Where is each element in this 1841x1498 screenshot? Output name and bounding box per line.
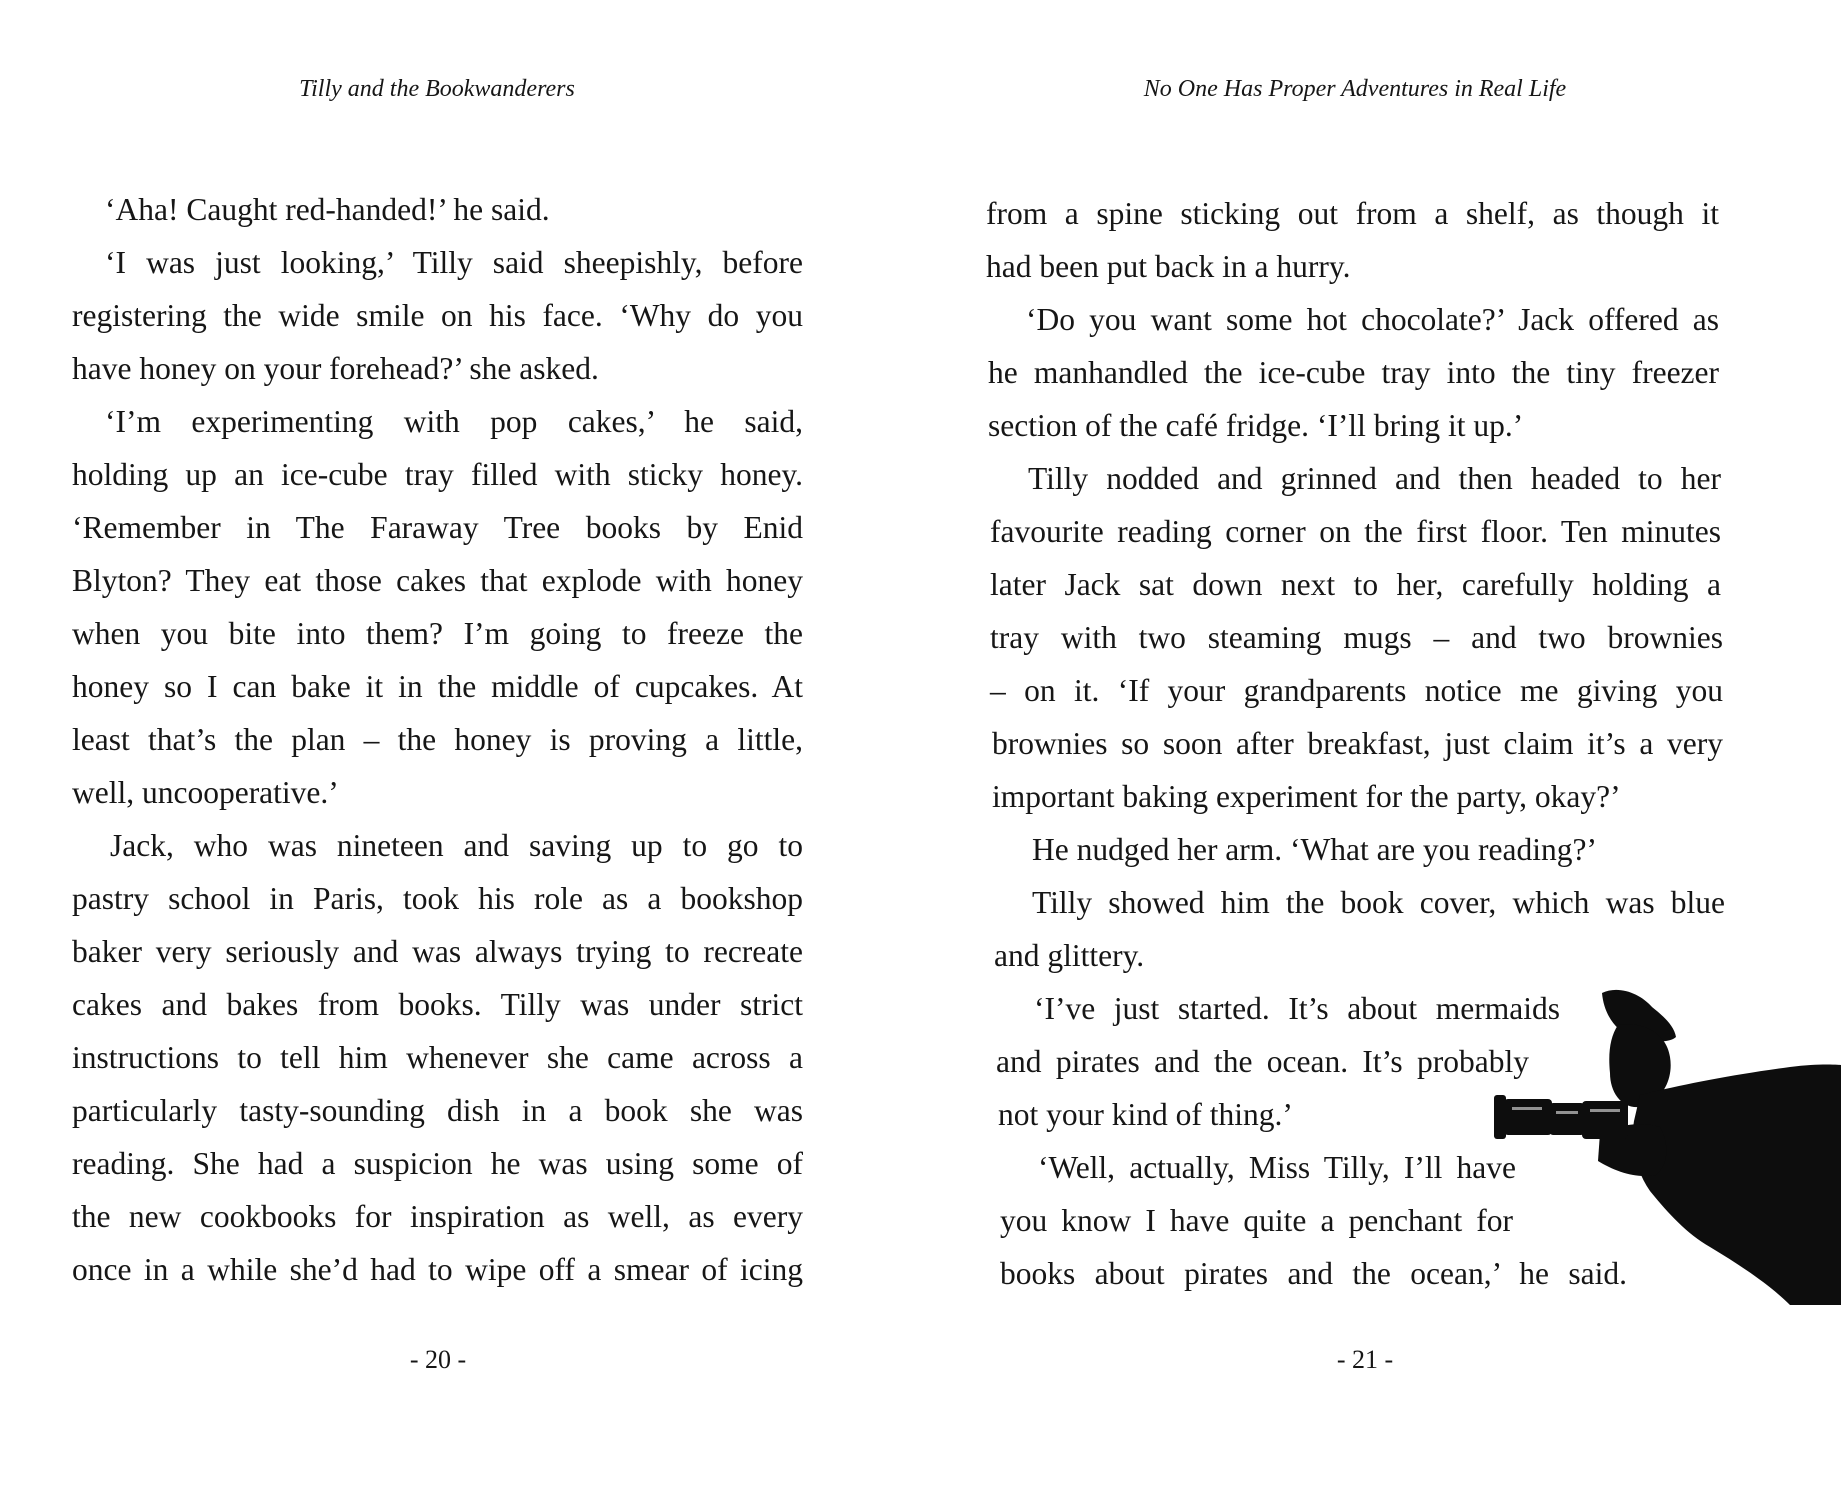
text-line: section of the café fridge. ‘I’ll bring it up.’ [988, 408, 1524, 443]
text-line: baker very seriously and was always trying to recreate [72, 934, 803, 969]
text-line: not your kind of thing.’ [998, 1097, 1293, 1132]
text-line: tray with two steaming mugs – and two brownies [990, 620, 1723, 655]
text-line: he manhandled the ice-cube tray into the tiny freezer [988, 355, 1719, 390]
left-page-number: - 20 - [409, 1345, 467, 1374]
text-line: ‘I was just looking,’ Tilly said sheepishly, before [105, 245, 803, 280]
text-line: reading. She had a suspicion he was using some of [72, 1146, 803, 1181]
text-line: Tilly showed him the book cover, which was blue [1032, 885, 1725, 920]
text-line: cakes and bakes from books. Tilly was under strict [72, 987, 803, 1022]
text-line: pastry school in Paris, took his role as a bookshop [72, 881, 803, 916]
text-line: favourite reading corner on the first floor. Ten minutes [990, 514, 1721, 549]
text-line: ‘Remember in The Faraway Tree books by Enid [72, 510, 803, 545]
text-line: registering the wide smile on his face. ‘Why do you [72, 298, 803, 333]
text-line: you know I have quite a penchant for [1000, 1203, 1513, 1238]
text-line: particularly tasty-sounding dish in a book she was [72, 1093, 803, 1128]
text-line: well, uncooperative.’ [72, 775, 339, 810]
text-line: honey so I can bake it in the middle of cupcakes. At [72, 669, 803, 704]
text-line: – on it. ‘If your grandparents notice me giving you [990, 673, 1723, 708]
right-page-number: - 21 - [1336, 1345, 1394, 1374]
text-line: books about pirates and the ocean,’ he said. [1000, 1256, 1627, 1291]
text-line: brownies so soon after breakfast, just claim it’s a very [992, 726, 1723, 761]
text-line: ‘I’m experimenting with pop cakes,’ he said, [105, 404, 803, 439]
text-line: Blyton? They eat those cakes that explode with honey [72, 563, 803, 598]
text-line: Jack, who was nineteen and saving up to go to [110, 828, 803, 863]
text-line: and glittery. [994, 938, 1145, 973]
text-line: when you bite into them? I’m going to freeze the [72, 616, 803, 651]
text-line: later Jack sat down next to her, carefully holding a [990, 567, 1721, 602]
text-line: holding up an ice-cube tray filled with sticky honey. [72, 457, 803, 492]
text-line: ‘Do you want some hot chocolate?’ Jack offered as [1026, 302, 1719, 337]
right-running-header: No One Has Proper Adventures in Real Life [1143, 76, 1567, 102]
text-line: He nudged her arm. ‘What are you reading?’ [1032, 832, 1597, 867]
text-line: instructions to tell him whenever she came across a [72, 1040, 803, 1075]
pirate-with-telescope-silhouette-icon [1490, 985, 1841, 1305]
text-line: once in a while she’d had to wipe off a smear of icing [72, 1252, 803, 1287]
text-line: ‘Aha! Caught red-handed!’ he said. [105, 192, 550, 227]
left-running-header: Tilly and the Bookwanderers [299, 76, 575, 102]
text-line: least that’s the plan – the honey is proving a little, [72, 722, 803, 757]
text-line: ‘I’ve just started. It’s about mermaids [1034, 991, 1560, 1026]
text-line: from a spine sticking out from a shelf, as though it [986, 196, 1719, 231]
text-line: ‘Well, actually, Miss Tilly, I’ll have [1038, 1150, 1516, 1185]
text-line: important baking experiment for the party, okay?’ [992, 779, 1621, 814]
text-line: have honey on your forehead?’ she asked. [72, 351, 599, 386]
text-line: the new cookbooks for inspiration as well, as every [72, 1199, 803, 1234]
text-line: and pirates and the ocean. It’s probably [996, 1044, 1529, 1079]
text-line: Tilly nodded and grinned and then headed to her [1028, 461, 1721, 496]
text-line: had been put back in a hurry. [986, 249, 1351, 284]
